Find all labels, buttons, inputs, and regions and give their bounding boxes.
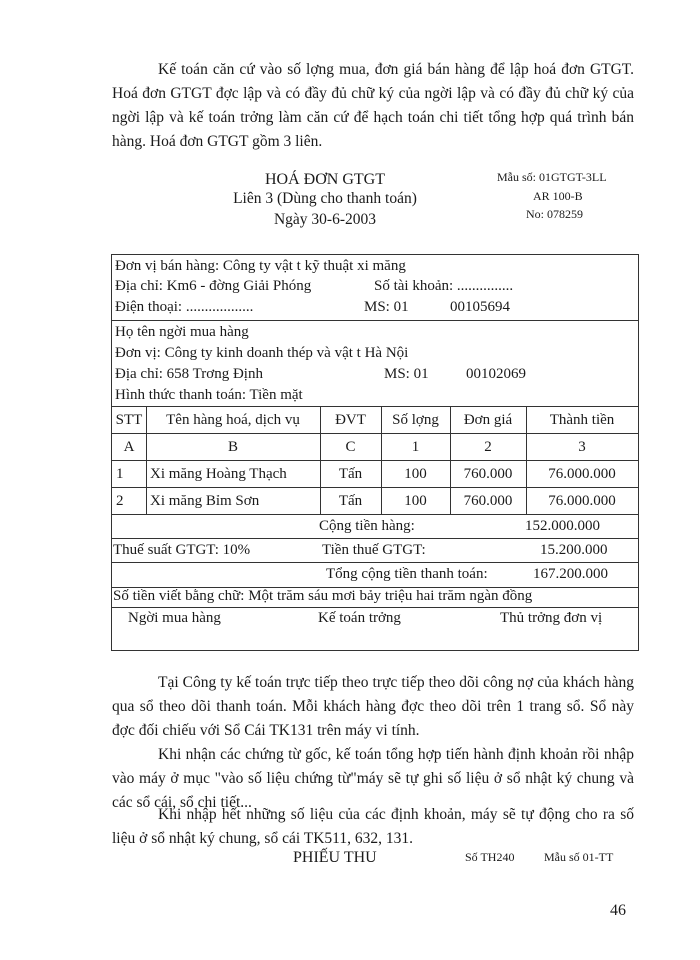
row-amount: 76.000.000 [548,465,616,482]
paragraph-auto [112,803,634,851]
intro-paragraph [112,58,634,154]
col-header-qty: Số lợng [392,411,439,428]
paragraph-receivables [112,671,634,743]
code-1: 1 [411,438,420,455]
col-header-price: Đơn giá [463,411,513,428]
vat-value: 15.200.000 [540,542,608,558]
seller-unit: Đơn vị bán hàng: Công ty vật t kỹ thuật xi măng [115,258,406,274]
buyer-tax-code: 00102069 [466,366,526,382]
grand-total-value: 167.200.000 [533,566,608,582]
code-a: A [123,438,135,455]
subtotal-row [112,515,638,539]
col-header-amount: Thành tiền [549,411,615,428]
amount-in-words: Số tiền viết bằng chữ: Một trăm sáu mơi bảy triệu hai trăm ngàn đồng [113,588,533,604]
signature-head: Thủ trởng đơn vị [500,610,603,626]
seller-phone: Điện thoại: .................. [115,299,254,315]
subtotal-value: 152.000.000 [525,518,600,534]
row-qty: 100 [404,492,427,509]
row-price: 760.000 [463,492,513,509]
invoice-box [111,254,639,651]
paragraph-receivables-text: Tại Công ty kế toán trực tiếp theo trực tiếp theo dõi công nợ của khách hàng qua sổ theo dõi thanh toán. Mỗi khách hàng đợc theo dõi trên 1 trang sổ. Sổ này đợc đối chiếu với Sổ Cái TK131 trên máy vi tính. [112,674,634,739]
vat-rate: Thuế suất GTGT: 10% [113,542,251,558]
code-c: C [345,438,356,455]
seller-block [112,255,638,321]
code-2: 2 [484,438,492,455]
invoice-number: No: 078259 [526,207,583,221]
subtotal-label: Cộng tiền hàng: [319,518,415,534]
buyer-name: Họ tên ngời mua hàng [115,324,249,340]
seller-address: Địa chỉ: Km6 - đờng Giải Phóng [115,278,312,294]
grand-total-label: Tổng cộng tiền thanh toán: [326,566,488,582]
receipt-title: PHIẾU THU [293,849,377,866]
buyer-unit: Đơn vị: Công ty kinh doanh thép và vật t Hà Nội [115,345,409,361]
row-amount: 76.000.000 [548,492,616,509]
grand-total-row [112,563,638,588]
row-qty: 100 [404,465,427,482]
invoice-title: HOÁ ĐƠN GTGT [265,171,385,188]
signature-accountant: Kế toán trởng [318,610,401,626]
paragraph-auto-text: Khi nhập hết những số liệu của các định khoản, máy sẽ tự động cho ra số liệu ở sổ nhật ký chung, sổ cái TK511, 632, 131. [112,806,634,847]
intro-paragraph-text: Kế toán căn cứ vào số lợng mua, đơn giá bán hàng để lập hoá đơn GTGT. Hoá đơn GTGT đợc lập và có đầy đủ chữ ký của ngời lập và có đầy đủ chữ ký của ngời lập và kế toán trởng làm căn cứ để hạch toán chi tiết tổng hợp quá trình bán hàng. Hoá đơn GTGT gồm 3 liên. [112,61,634,150]
signature-row [112,608,638,651]
invoice-series: AR 100-B [533,189,583,203]
row-stt: 2 [116,492,124,509]
row-name: Xi măng Bỉm Sơn [150,492,260,509]
invoice-form-number: Mẫu số: 01GTGT-3LL [497,170,607,184]
table-header-row [112,407,638,434]
row-price: 760.000 [463,465,513,482]
vat-label: Tiền thuế GTGT: [322,542,426,558]
vat-row [112,539,638,563]
code-b: B [227,438,238,455]
code-3: 3 [578,438,586,455]
seller-account: Số tài khoản: ............... [374,278,514,294]
amount-in-words-row [112,588,638,608]
row-unit: Tấn [338,465,363,482]
seller-tax-code: 00105694 [450,299,510,315]
signature-buyer: Ngời mua hàng [128,610,221,626]
invoice-date: Ngày 30-6-2003 [273,211,377,228]
buyer-tax-label: MS: 01 [384,366,429,382]
paragraph-entry-text: Khi nhận các chứng từ gốc, kế toán tổng hợp tiến hành định khoản rồi nhập vào máy ở mục "vào số liệu chứng từ"máy sẽ tự ghi số liệu ở sổ nhật ký chung và các sổ cái, sổ chi tiết... [112,746,634,811]
buyer-payment: Hình thức thanh toán: Tiền mặt [115,387,303,403]
receipt-form: Mẫu số 01-TT [544,850,614,864]
row-stt: 1 [116,465,124,482]
buyer-address: Địa chỉ: 658 Trơng Định [115,366,263,382]
table-row [112,461,638,488]
row-unit: Tấn [338,492,363,509]
table-row [112,488,638,515]
page-number: 46 [610,902,626,919]
seller-tax-label: MS: 01 [364,299,409,315]
col-header-name: Tên hàng hoá, dịch vụ [166,411,300,428]
invoice-copy: Liên 3 (Dùng cho thanh toán) [233,190,417,207]
receipt-number: Số TH240 [465,850,515,864]
buyer-block [112,321,638,407]
col-header-stt: STT [115,411,143,428]
table-codes-row [112,434,638,461]
col-header-unit: ĐVT [335,411,366,428]
row-name: Xi măng Hoàng Thạch [150,465,287,482]
